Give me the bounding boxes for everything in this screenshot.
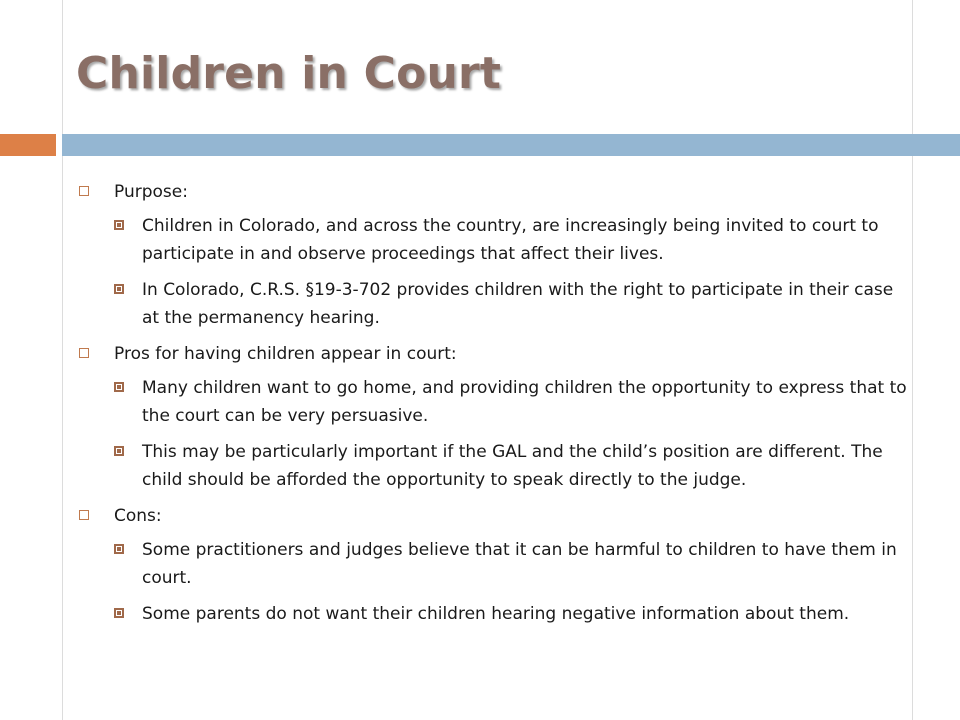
bullet-text: Some practitioners and judges believe that it can be harmful to children to have them in court. — [142, 540, 897, 588]
filled-square-bullet-icon — [114, 544, 124, 554]
section-cons — [76, 502, 912, 530]
accent-bar-blue — [62, 134, 960, 156]
section-heading: Cons: — [114, 506, 162, 526]
left-edge-line — [62, 0, 63, 720]
list-item — [76, 276, 912, 332]
bullet-text: Many children want to go home, and providing children the opportunity to express that to the court can be very persuasive. — [142, 378, 907, 426]
filled-square-bullet-icon — [114, 446, 124, 456]
square-bullet-icon — [79, 348, 89, 358]
section-heading: Purpose: — [114, 182, 188, 202]
filled-square-bullet-icon — [114, 220, 124, 230]
list-item — [76, 374, 912, 430]
slide-body — [76, 178, 912, 636]
filled-square-bullet-icon — [114, 382, 124, 392]
bullet-text: Children in Colorado, and across the country, are increasingly being invited to court to participate in and observe proceedings that affect their lives. — [142, 216, 879, 264]
bullet-text: Some parents do not want their children hearing negative information about them. — [142, 604, 850, 624]
list-item — [76, 438, 912, 494]
accent-bar-orange — [0, 134, 56, 156]
filled-square-bullet-icon — [114, 284, 124, 294]
square-bullet-icon — [79, 186, 89, 196]
section-pros — [76, 340, 912, 368]
bullet-text: This may be particularly important if the GAL and the child’s position are different. The child should be afforded the opportunity to speak directly to the judge. — [142, 442, 883, 490]
right-edge-line — [912, 0, 913, 720]
list-item — [76, 536, 912, 592]
filled-square-bullet-icon — [114, 608, 124, 618]
list-item — [76, 600, 912, 628]
slide-title: Children in Court — [76, 48, 502, 99]
square-bullet-icon — [79, 510, 89, 520]
section-heading: Pros for having children appear in court: — [114, 344, 457, 364]
list-item — [76, 212, 912, 268]
section-purpose — [76, 178, 912, 206]
bullet-text: In Colorado, C.R.S. §19-3-702 provides children with the right to participate in their case at the permanency hearing. — [142, 280, 894, 328]
